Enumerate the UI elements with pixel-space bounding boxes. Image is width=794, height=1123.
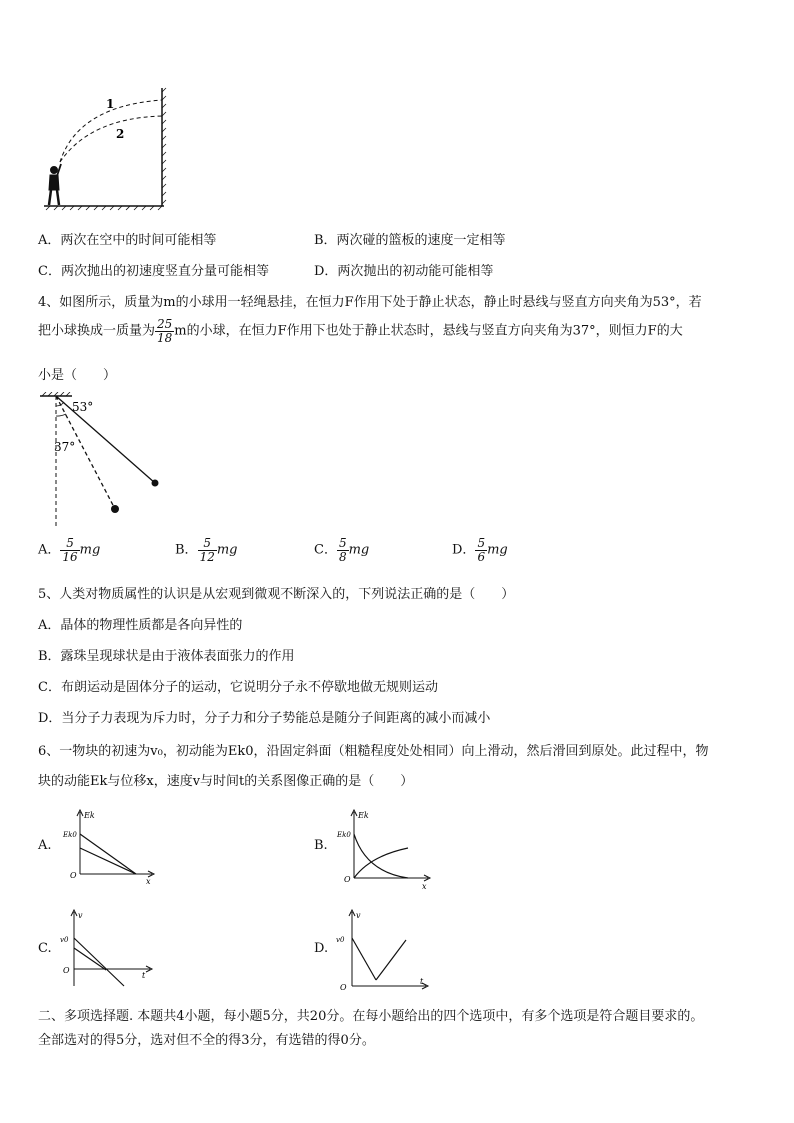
q4-option-a-unit: mg [79,542,101,558]
thrower-figure [49,164,61,205]
q6-graph-d-ytick: v0 [336,936,345,944]
q6-graph-d [334,906,434,994]
q4-option-a [38,537,100,563]
q6-graph-d-origin: O [340,983,347,992]
q4-option-c-letter: C． [314,542,337,558]
q4-option-b-unit: mg [216,542,238,558]
q6-graph-c-origin: O [63,966,70,975]
trajectory-2-label: 2 [116,127,125,141]
q3-option-b: B．两次碰的篮板的速度一定相等 [314,233,506,248]
q4-pendulum-figure [38,392,168,532]
angle-53-label: 53° [72,400,94,414]
section2-heading-line2: 全部选对的得5分，选对但不全的得3分，有选错的得0分。 [38,1033,375,1048]
q6-graph-c-letter: C. [38,941,52,956]
q6-graph-d-xaxis: t [420,977,424,986]
q4-option-d-num: 5 [477,536,486,550]
q4-option-b-num: 5 [198,537,217,551]
q4-option-b-den: 12 [199,549,215,564]
q6-graph-b [336,806,436,892]
q4-option-c-unit: mg [348,542,370,558]
trajectory-2 [60,116,162,162]
q4-option-b-frac [198,537,217,563]
q4-option-c-num: 5 [338,536,347,550]
q6-stem-line2: 块的动能Ek与位移x，速度v与时间t的关系图像正确的是（ ） [38,774,414,789]
q4-stem-line3: 小是（ ） [38,368,117,383]
q4-option-b-letter: B． [175,542,198,558]
q4-option-a-num: 5 [60,537,79,551]
q6-graph-d-letter: D. [314,941,329,956]
q6-graph-c-yaxis: v [78,911,83,920]
q6-graph-b-yaxis: Ek [358,811,369,820]
q6-graph-c [60,906,160,994]
q4-frac-num: 25 [157,317,173,331]
angle-37-label: 37° [54,440,76,454]
q6-graph-a-ytick: Ek0 [63,831,77,839]
q5-option-c: C．布朗运动是固体分子的运动，它说明分子永不停歇地做无规则运动 [38,680,438,695]
q6-graph-a-yaxis: Ek [84,811,95,820]
section2-heading-line1: 二、多项选择题. 本题共4小题，每小题5分，共20分。在每小题给出的四个选项中，有多个选项是符合题目要求的。 [38,1009,704,1024]
trajectory-1-label: 1 [106,97,115,111]
q4-option-c [314,537,369,563]
q5-option-d: D．当分子力表现为斥力时，分子力和分子势能总是随分子间距离的减小而减小 [38,711,491,726]
q5-stem: 5、人类对物质属性的认识是从宏观到微观不断深入的，下列说法正确的是（ ） [38,587,515,602]
q3-figure [38,86,174,212]
q4-option-d-unit: mg [487,542,508,558]
q4-stem-line2 [38,318,683,344]
q4-frac-den: 18 [157,330,173,345]
q4-line2-pre: 把小球换成一质量为 [38,323,156,339]
q4-option-d-den: 6 [477,549,486,564]
q6-graph-b-ytick: Ek0 [337,831,351,839]
q4-option-d [452,537,508,563]
ball-m [152,480,159,487]
q6-graph-a [62,806,162,888]
q3-option-d: D．两次抛出的初动能可能相等 [314,264,494,279]
q3-option-a: A．两次在空中的时间可能相等 [38,233,217,248]
q5-option-b: B．露珠呈现球状是由于液体表面张力的作用 [38,649,295,664]
q4-option-c-den: 8 [338,549,347,564]
q6-graph-b-origin: O [344,875,351,884]
q6-graph-a-xaxis: x [146,877,151,886]
q4-option-a-frac [60,537,79,563]
q4-option-a-den: 16 [62,549,78,564]
q6-stem-line1: 6、一物块的初速为v₀，初动能为Ek0，沿固定斜面（粗糙程度处处相同）向上滑动，然后滑回到原处。此过程中，物 [38,744,709,759]
q3-option-c: C．两次抛出的初速度竖直分量可能相等 [38,264,269,279]
q6-graph-a-origin: O [70,871,77,880]
q4-stem-line1: 4、如图所示，质量为m的小球用一轻绳悬挂，在恒力F作用下处于静止状态，静止时悬线与竖直方向夹角为53°，若 [38,295,702,310]
q4-option-a-letter: A． [38,542,61,558]
q4-line2-post: m的小球，在恒力F作用下也处于静止状态时，悬线与竖直方向夹角为37°，则恒力F的大 [174,323,683,339]
q6-graph-c-xaxis: t [142,971,146,980]
q6-graph-c-ytick: v0 [60,936,69,944]
q4-option-d-frac [475,537,487,563]
q4-mass-fraction [155,318,174,344]
q6-graph-b-xaxis: x [422,882,427,891]
q4-option-b [175,537,238,563]
ball-25-18m [111,505,119,513]
q6-graph-a-letter: A. [38,838,52,853]
q5-option-a: A．晶体的物理性质都是各向异性的 [38,618,243,633]
q4-option-c-frac [337,537,349,563]
q4-option-d-letter: D． [452,542,476,558]
q6-graph-d-yaxis: v [356,911,361,920]
q6-graph-b-letter: B. [314,838,328,853]
